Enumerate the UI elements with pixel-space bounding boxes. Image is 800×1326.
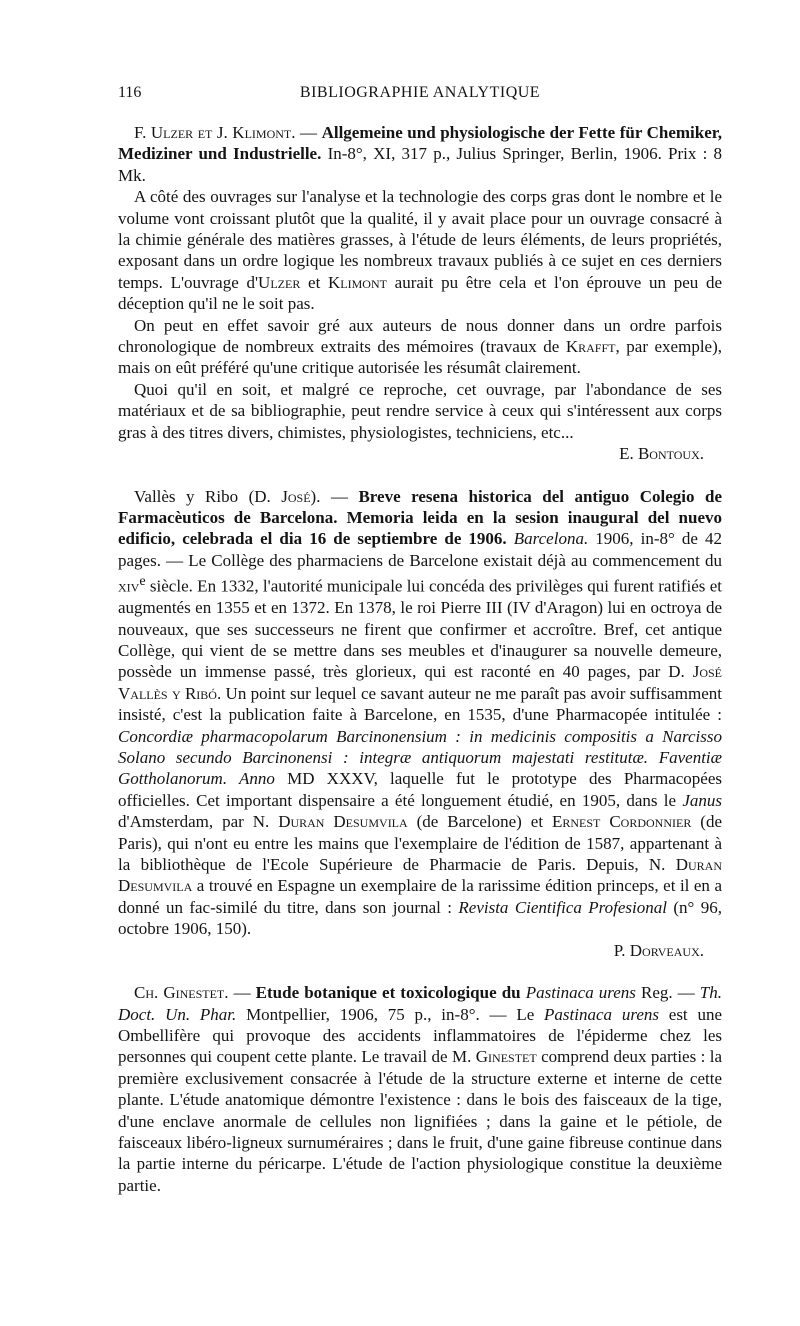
superscript: e [139, 573, 146, 590]
dash: — [320, 486, 359, 506]
page-header [118, 84, 722, 110]
species-name: Pastinaca urens [544, 1004, 659, 1024]
publication-place: Barcelona. [506, 529, 589, 549]
text-run: siècle. En 1332, l'autorité municipale lui concéda des privilèges qui furent ratifiés et augmentés en 1355 et en 1372. En 1378, le roi Pierre III (IV d'Aragon) lui en octroya de nouveaux, que ses successeurs ne firent que confirmer et accroître. Bref, cet antique Collège, qui vient de se mettre dans ses meubles et d'inaugurer sa nouvelle demeure, possède un immense passé, très glorieux, qui est raconté en 40 pages, par D. [118, 576, 722, 682]
reviewer-signature: E. Bontoux. [619, 444, 704, 464]
text-run: A côté des ouvrages sur l'analyse et la technologie des corps gras dont le nombre et le volume vont croissant plutôt que la qualité, il y avait place pour un ouvrage consacré à la chimie générale des matières grasses, à l'étude de leurs éléments, de leurs propriétés, exposant dans un ordre logique les nombreux travaux publiés à ce sujet en ces derniers temps. L'ouvrage d' [118, 187, 722, 292]
author-name: Krafft [565, 337, 616, 357]
dash: — [228, 983, 256, 1003]
entry-paragraph [118, 315, 722, 379]
bibliography-entry [118, 122, 722, 465]
text-run: . Un point sur lequel ce savant auteur ne me paraît pas avoir suffisamment insisté, c'est la publication faite à Barcelone, en 1535, d'une Pharmacopée intitulée : [118, 683, 722, 725]
entry-author: F. Ulzer et J. Klimont. [134, 123, 296, 142]
entry-title: Allgemeine und physiologische der Fette für Chemiker, Mediziner und Industrielle. [118, 123, 722, 164]
author-name: Duran Desumvila [118, 855, 722, 896]
text-run: , par exemple), mais on eût préféré qu'une critique autorisée les résumât clairement. [118, 337, 723, 378]
reviewer-signature: P. Dorveaux. [613, 940, 704, 960]
entry-citation [118, 486, 722, 940]
text-run: (de Barcelone) et [407, 812, 552, 832]
text-run: Reg. — [635, 983, 700, 1003]
species-name: Pastinaca urens [520, 983, 636, 1003]
dash: — [295, 123, 322, 142]
author-name: Ginestet [475, 1047, 537, 1067]
entry-paragraph [118, 186, 722, 314]
bibliography-entry [118, 486, 722, 962]
entry-title: Etude botanique et toxicologique du [255, 983, 521, 1003]
journal-name: Revista Cientifica Profesional [458, 897, 667, 917]
text-run: est une Ombellifère qui provoque des accidents inflammatoires de l'épiderme chez les personnes qui coupent cette plante. Le travail de M. [118, 1004, 722, 1067]
entry-details: In-8°, XI, 317 p., Julius Springer, Berlin, 1906. Prix : 8 Mk. [118, 144, 722, 185]
text-run: aurait pu être cela et l'on éprouve un peu de déception qu'il ne le soit pas. [118, 272, 722, 314]
author-name: Ulzer [258, 272, 301, 292]
text-run: d'Amsterdam, par N. [118, 812, 279, 832]
author-name: José Vallès y Ribó [118, 662, 722, 703]
text-run: comprend deux parties : la première exclusivement consacrée à l'étude de la structure externe et interne de cette plante. L'étude anatomique démontre l'existence : dans le bois des faisceaux de la tige, d'une enclave anormale de cellules non lignifiées ; dans la gaine et le pétiole, de faisceaux libéro-ligneux surnuméraires ; dans le fruit, d'une gaine fibreuse continue dans la partie interne du péricarpe. L'étude de l'action physiologique constitue la deuxième partie. [118, 1047, 723, 1195]
running-title: BIBLIOGRAPHIE ANALYTIQUE [299, 84, 541, 101]
entry-title: Breve resena historica del antiguo Colegio de Farmacèuticos de Barcelona. Memoria leida en la sesion inaugural del nuevo edificio, celebrada el dia 16 de septiembre de 1906. [118, 486, 723, 549]
entry-author: Vallès y Ribo (D. [134, 486, 282, 506]
page-number: 116 [118, 84, 142, 101]
author-name: Duran Desumvila [278, 812, 408, 832]
entry-paragraph [118, 379, 722, 443]
entry-citation [118, 122, 722, 186]
entry-author-first-name: José [281, 486, 311, 506]
entry-citation [118, 982, 722, 1196]
text-run: (de Paris), qui n'ont eu entre les mains que l'exemplaire de l'édition de 1587, appartenant à la bibliothèque de l'Ecole Supérieure de Pharmacie de Paris. Depuis, N. [118, 812, 722, 875]
bibliography-entry [118, 982, 722, 1196]
text-run: On peut en effet savoir gré aux auteurs de nous donner dans un ordre parfois chronologique de nombreux extraits des mémoires (travaux de [118, 315, 722, 357]
entry-author: Ch. Ginestet. [134, 983, 229, 1003]
text-run: 1906, in-8° de 42 pages. — Le Collège des pharmaciens de Barcelone existait déjà au commencement du [118, 529, 722, 570]
entry-author-end: ). [310, 486, 321, 506]
text-run: a trouvé en Espagne un exemplaire de la rarissime édition princeps, et il en a donné un fac-similé du titre, dans son journal : [118, 876, 722, 917]
text-run: MD XXXV, laquelle fut le prototype des Pharmacopées officielles. Cet important dispensaire a été longuement étudié, en 1905, dans le [118, 769, 722, 810]
author-name: Klimont [328, 272, 387, 292]
century-numeral: xiv [118, 576, 140, 596]
text-run: Montpellier, 1906, 75 p., in-8°. — Le [236, 1004, 545, 1024]
text-run: et [300, 272, 329, 292]
thesis-label: Th. Doct. Un. Phar. [118, 983, 722, 1024]
latin-title: Concordiæ pharmacopolarum Barcinonensium : in medicinis compositis a Narcisso Solano secundo Barcinonensi : integræ antiquorum majestati restitutæ. Faventiæ Gottholanorum. Anno [118, 726, 722, 789]
page-body [118, 122, 722, 1217]
text-run: Quoi qu'il en soit, et malgré ce reproche, cet ouvrage, par l'abondance de ses matériaux et de sa bibliographie, peut rendre service à ceux qui s'intéressent aux corps gras à des titres divers, chimistes, physiologistes, techniciens, etc... [118, 379, 722, 442]
text-run: (n° 96, octobre 1906, 150). [118, 897, 722, 939]
author-name: Ernest Cordonnier [552, 812, 692, 832]
journal-name: Janus [682, 790, 722, 810]
